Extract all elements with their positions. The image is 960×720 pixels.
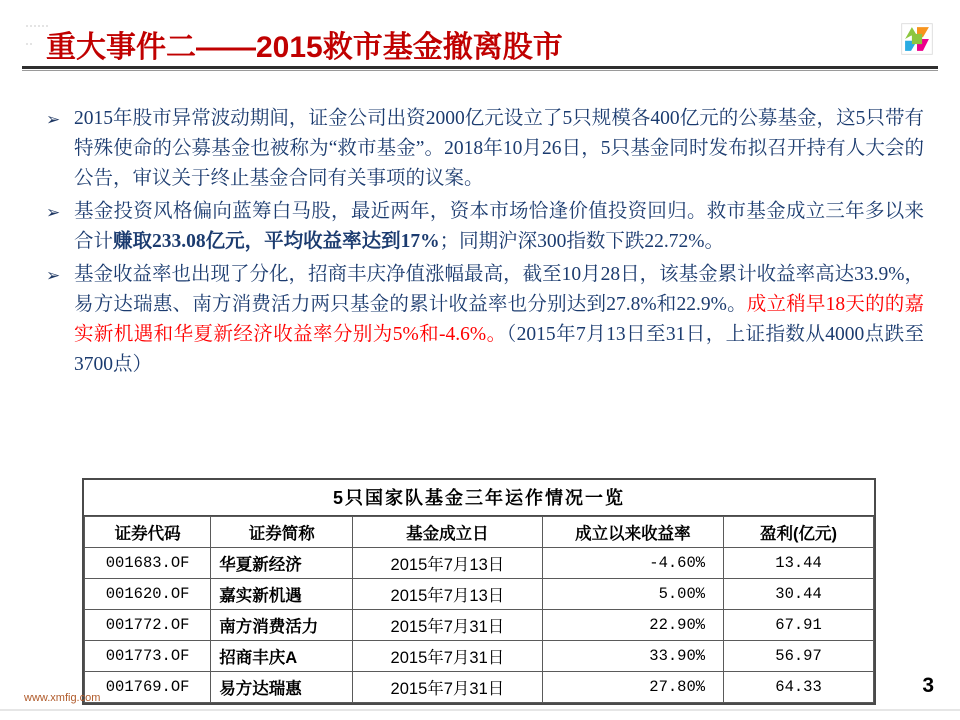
cell-profit: 56.97: [724, 641, 874, 672]
cell-return: -4.60%: [542, 548, 723, 579]
header-divider-thin: [22, 70, 938, 71]
bullet-segment: ；同期沪深300指数下跌22.72%。: [439, 231, 725, 252]
bullet-list: [44, 104, 924, 383]
cell-name: 华夏新经济: [211, 548, 353, 579]
table-row: [85, 579, 874, 610]
list-item: [44, 104, 924, 194]
page-title: 重大事件二——2015救市基金撤离股市: [46, 31, 563, 64]
cell-date: 2015年7月31日: [353, 610, 542, 641]
page-number: 3: [922, 674, 934, 697]
cell-name: 南方消费活力: [211, 610, 353, 641]
bullet-text: [74, 260, 924, 380]
cell-return: 5.00%: [542, 579, 723, 610]
cell-code: 001683.OF: [85, 548, 211, 579]
cell-code: 001769.OF: [85, 672, 211, 703]
cell-date: 2015年7月31日: [353, 672, 542, 703]
cell-date: 2015年7月13日: [353, 579, 542, 610]
bullet-segment-highlight: 成立稍早18天的的嘉实新机遇和华夏新经济收益率分别为5%和-4.6%。: [74, 294, 924, 345]
list-item: [44, 197, 924, 257]
column-header-code: 证券代码: [85, 517, 211, 548]
column-header-return: 成立以来收益率: [542, 517, 723, 548]
column-header-name: 证券简称: [211, 517, 353, 548]
cell-profit: 30.44: [724, 579, 874, 610]
cell-return: 33.90%: [542, 641, 723, 672]
cell-date: 2015年7月13日: [353, 548, 542, 579]
footer-divider: [0, 709, 960, 711]
table-row: [85, 641, 874, 672]
table-row: [85, 610, 874, 641]
header-divider: [22, 66, 938, 69]
bullet-segment-bold: 赚取233.08亿元，平均收益率达到17%: [113, 231, 440, 252]
cell-code: 001773.OF: [85, 641, 211, 672]
cell-name: 嘉实新机遇: [211, 579, 353, 610]
company-logo-icon: [900, 22, 934, 56]
bullet-text: [74, 197, 924, 257]
cell-code: 001772.OF: [85, 610, 211, 641]
cell-profit: 64.33: [724, 672, 874, 703]
slide-header: [0, 0, 960, 68]
cell-profit: 67.91: [724, 610, 874, 641]
list-item: [44, 260, 924, 380]
column-header-inception-date: 基金成立日: [353, 517, 542, 548]
bullet-segment: 2015年股市异常波动期间，证金公司出资2000亿元设立了5只规模各400亿元的公募基金，这5只带有特殊使命的公募基金也被称为“救市基金”。2018年10月26日，5只基金同时发布拟召开持有人大会的公告，审议关于终止基金合同有关事项的议案。: [74, 108, 924, 189]
footer-website: www.xmfig.com: [24, 692, 101, 704]
cell-name: 招商丰庆A: [211, 641, 353, 672]
bullet-segment: 基金投资风格偏向蓝筹白马股，最近两年，资本市场恰逢价值投资回归。救市基金成立三年多以来合计: [74, 201, 924, 252]
bullet-segment: 基金收益率也出现了分化，招商丰庆净值涨幅最高，截至10月28日，该基金累计收益率高达33.9%，易方达瑞惠、南方消费活力两只基金的累计收益率也分别达到27.8%和22.9%。: [74, 264, 924, 315]
cell-name: 易方达瑞惠: [211, 672, 353, 703]
cell-return: 27.80%: [542, 672, 723, 703]
table-caption: 5只国家队基金三年运作情况一览: [84, 480, 874, 516]
cell-code: 001620.OF: [85, 579, 211, 610]
bullet-marker-icon: ➢: [46, 203, 61, 222]
bullet-segment: （2015年7月13日至31日，上证指数从4000点跌至3700点）: [74, 324, 924, 375]
cell-return: 22.90%: [542, 610, 723, 641]
bullet-marker-icon: ➢: [46, 266, 61, 285]
column-header-profit: 盈利(亿元): [724, 517, 874, 548]
table-row: [85, 672, 874, 703]
table-header-row: [85, 517, 874, 548]
cell-date: 2015年7月31日: [353, 641, 542, 672]
bullet-marker-icon: ➢: [46, 110, 61, 129]
table-row: [85, 548, 874, 579]
bullet-text: [74, 104, 924, 194]
fund-performance-table: [82, 478, 876, 705]
cell-profit: 13.44: [724, 548, 874, 579]
